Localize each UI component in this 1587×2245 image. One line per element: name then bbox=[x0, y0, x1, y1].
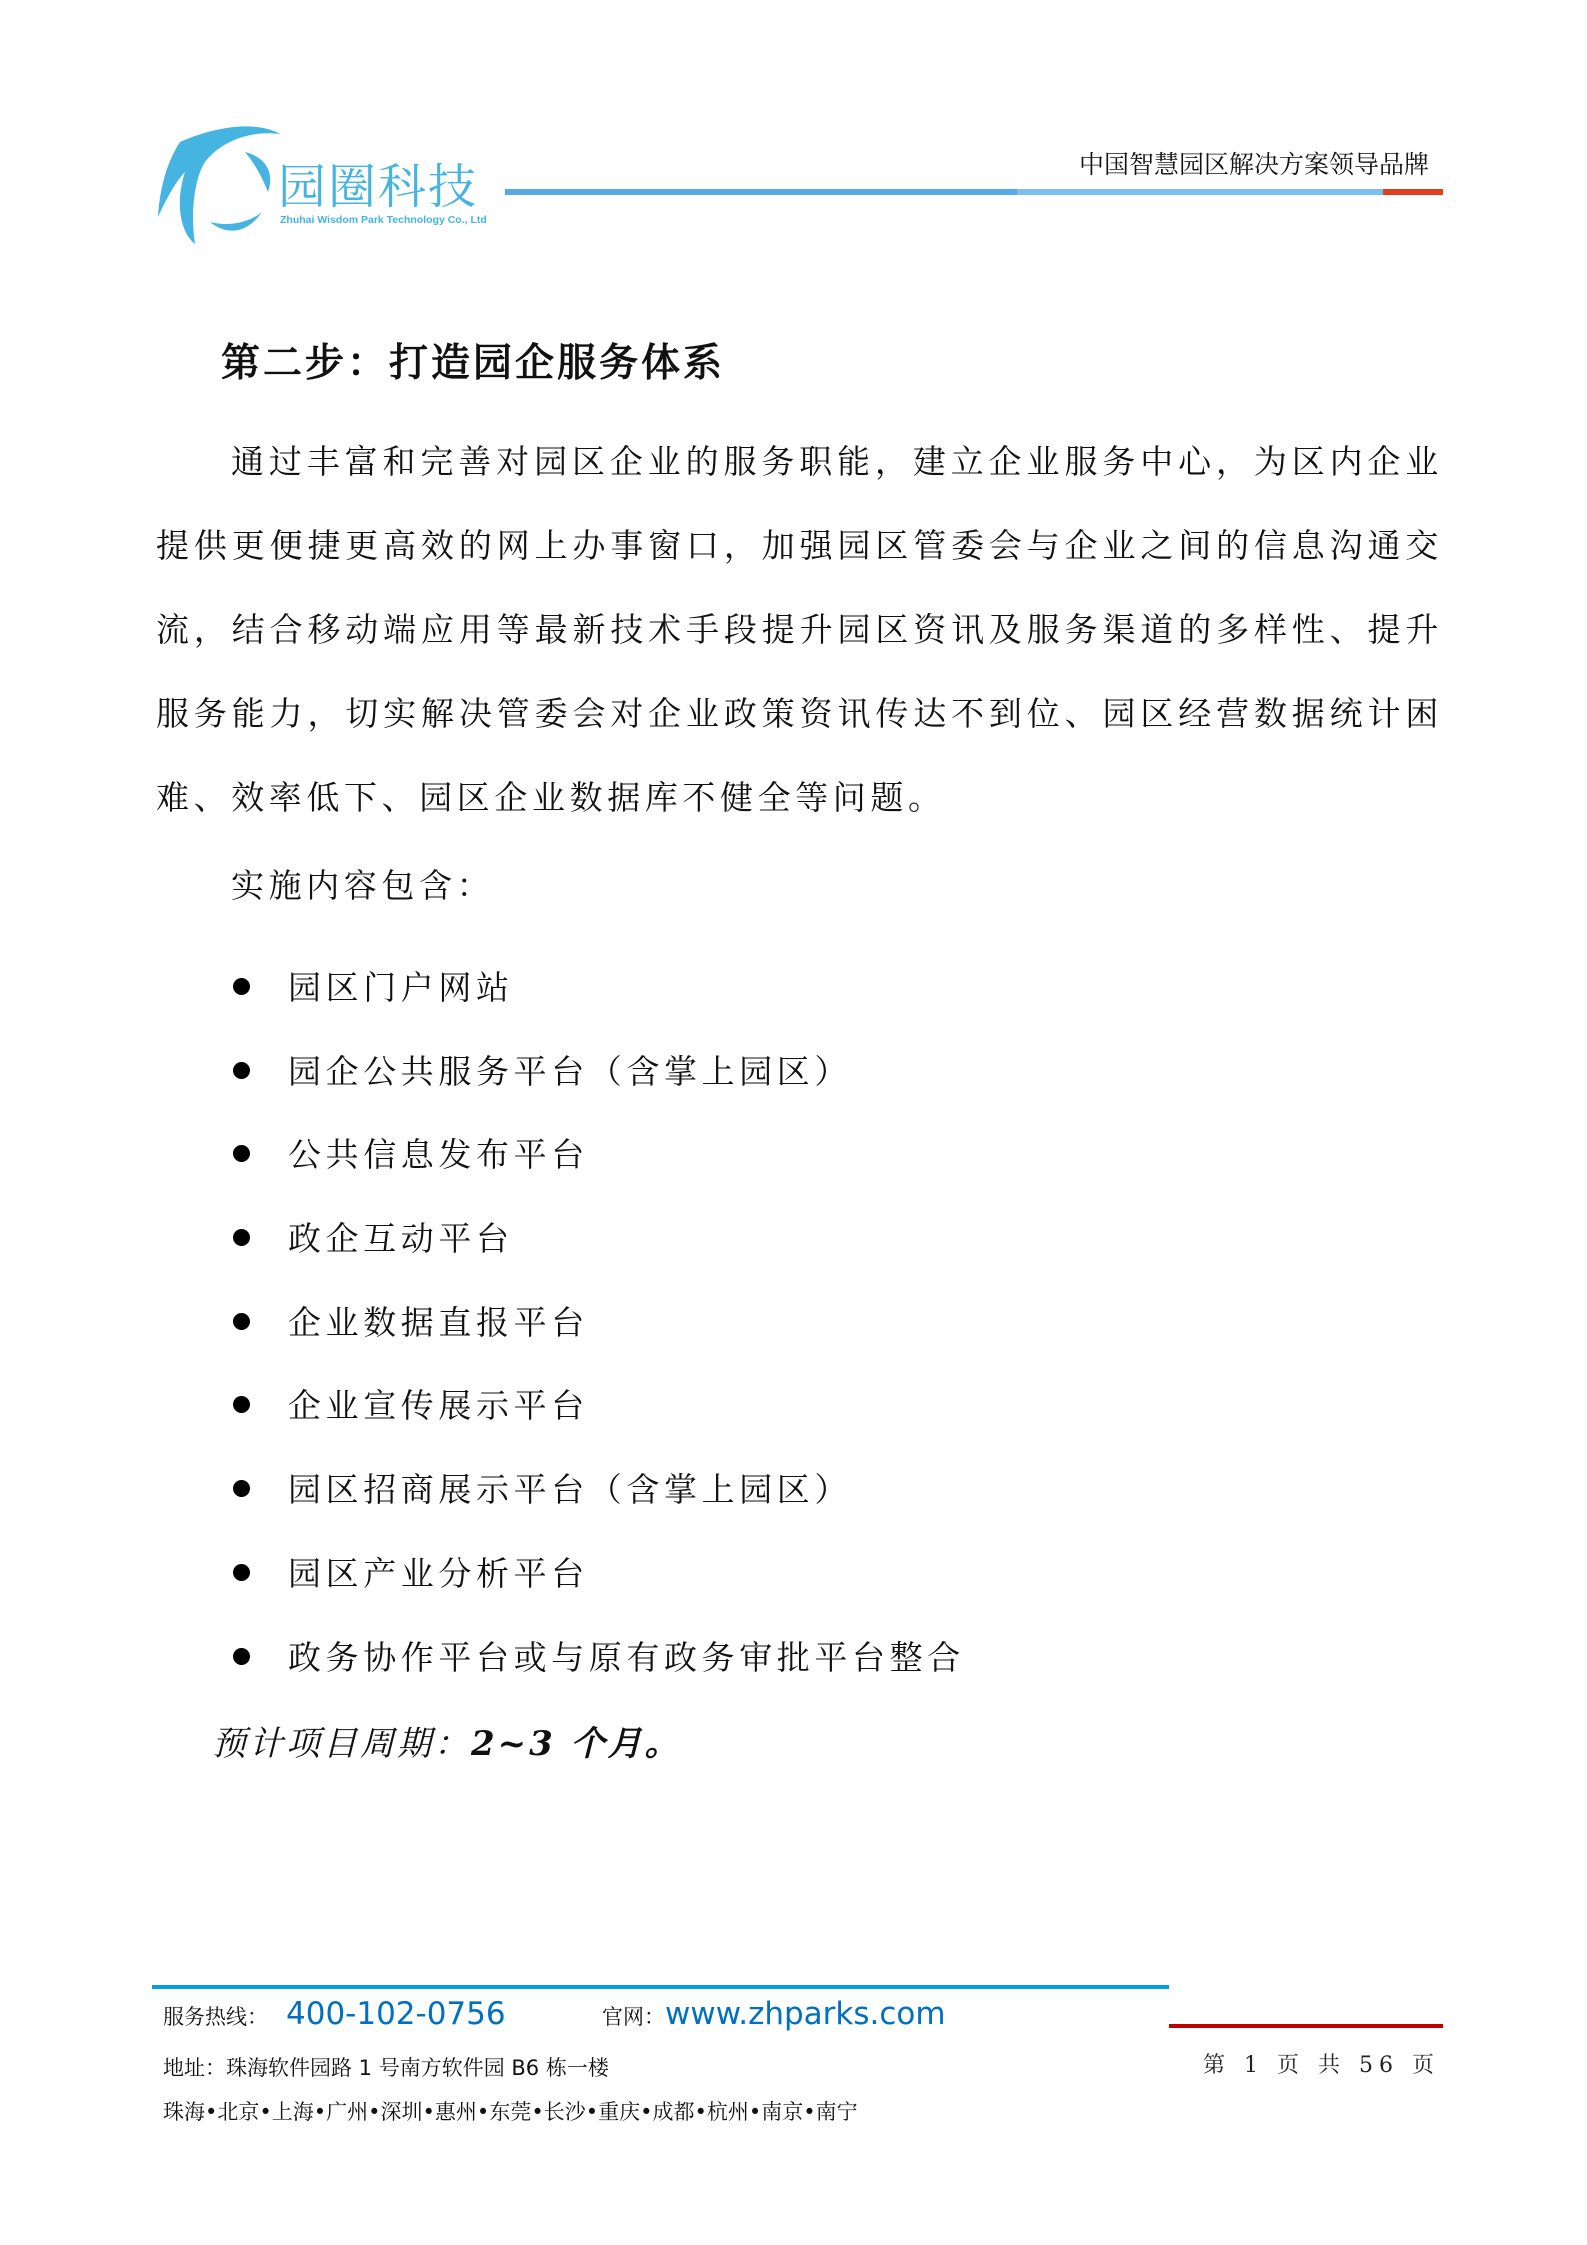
list-item bbox=[233, 1297, 589, 1344]
list-item-text: 园企公共服务平台（含掌上园区） bbox=[288, 1052, 852, 1091]
list-item bbox=[233, 962, 514, 1009]
list-item bbox=[233, 1046, 852, 1093]
header-line-light-blue bbox=[1017, 189, 1383, 195]
header-line-dark-blue bbox=[505, 189, 1017, 195]
list-item-text: 园区门户网站 bbox=[288, 968, 514, 1007]
bullet-icon bbox=[233, 1648, 250, 1665]
footer-line-blue bbox=[152, 1985, 1169, 1989]
footer-line-red bbox=[1169, 2024, 1443, 2028]
bullet-icon bbox=[233, 1313, 250, 1330]
list-item-text: 政企互动平台 bbox=[288, 1219, 514, 1258]
body-paragraph: 通过丰富和完善对园区企业的服务职能，建立企业服务中心，为区内企业提供更便捷更高效的网上办事窗口，加强园区管委会与企业之间的信息沟通交流，结合移动端应用等最新技术手段提升园区资讯及服务渠道的多样性、提升服务能力，切实解决管委会对企业政策资讯传达不到位、园区经营数据统计困难、效率低下、园区企业数据库不健全等问题。 bbox=[156, 442, 1443, 817]
hotline-number: 400-102-0756 bbox=[286, 1996, 506, 2032]
page-number: 第 1 页 共 56 页 bbox=[1203, 2053, 1440, 2078]
address: 地址：珠海软件园路 1 号南方软件园 B6 栋一楼 bbox=[163, 2056, 609, 2080]
bullet-icon bbox=[233, 978, 250, 995]
list-item bbox=[233, 1380, 589, 1427]
logo-subtitle: Zhuhai Wisdom Park Technology Co., Ltd bbox=[280, 214, 487, 226]
cities: 珠海•北京•上海•广州•深圳•惠州•东莞•长沙•重庆•成都•杭州•南京•南宁 bbox=[163, 2100, 858, 2124]
list-item-text: 公共信息发布平台 bbox=[288, 1135, 589, 1174]
period-label: 预计项目周期： bbox=[212, 1724, 471, 1764]
list-item bbox=[233, 1129, 589, 1176]
list-item-text: 企业数据直报平台 bbox=[288, 1303, 589, 1342]
header-slogan: 中国智慧园区解决方案领导品牌 bbox=[1078, 150, 1429, 179]
list-item-text: 企业宣传展示平台 bbox=[288, 1386, 589, 1425]
list-intro: 实施内容包含： bbox=[231, 866, 495, 905]
bullet-icon bbox=[233, 1396, 250, 1413]
hotline bbox=[163, 1996, 506, 2032]
logo-text: 园圈科技 bbox=[278, 159, 479, 215]
list-item-text: 园区招商展示平台（含掌上园区） bbox=[288, 1470, 852, 1509]
bullet-icon bbox=[233, 1229, 250, 1246]
list-item-text: 政务协作平台或与原有政务审批平台整合 bbox=[288, 1638, 965, 1677]
header-line-red bbox=[1383, 189, 1443, 195]
list-item bbox=[233, 1632, 965, 1679]
bullet-icon bbox=[233, 1062, 250, 1079]
bullet-icon bbox=[233, 1145, 250, 1162]
section-title: 第二步：打造园企服务体系 bbox=[221, 340, 726, 386]
website-link[interactable]: www.zhparks.com bbox=[665, 1996, 946, 2032]
project-period bbox=[212, 1716, 682, 1765]
website-label: 官网： bbox=[602, 2005, 665, 2029]
list-item bbox=[233, 1464, 852, 1511]
period-value: 2~3 个月。 bbox=[471, 1724, 682, 1764]
bullet-icon bbox=[233, 1480, 250, 1497]
list-item bbox=[233, 1213, 514, 1260]
list-item bbox=[233, 1548, 589, 1595]
list-item-text: 园区产业分析平台 bbox=[288, 1554, 589, 1593]
website bbox=[602, 1996, 946, 2032]
hotline-label: 服务热线： bbox=[163, 2005, 268, 2029]
bullet-icon bbox=[233, 1564, 250, 1581]
